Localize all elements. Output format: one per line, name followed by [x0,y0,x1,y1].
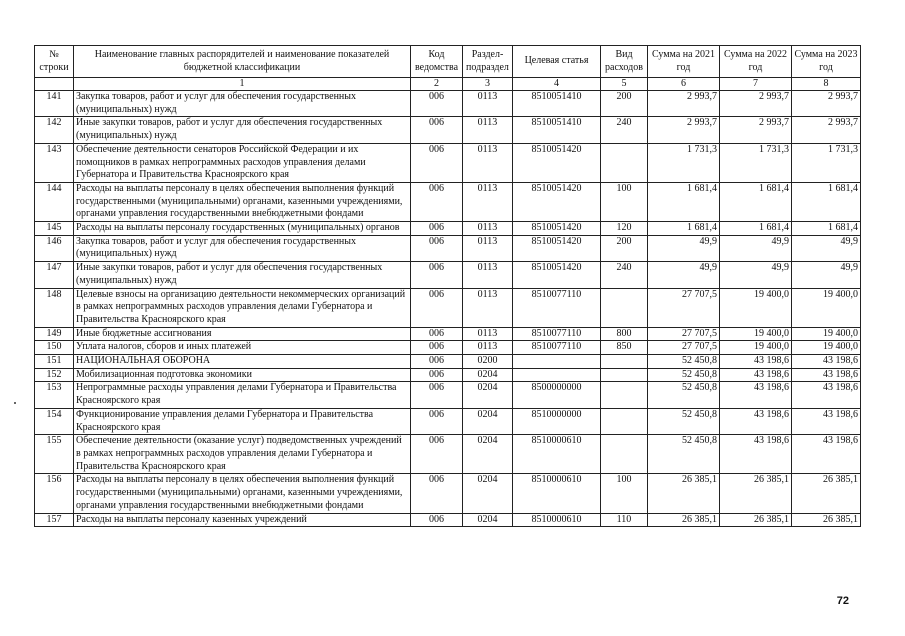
row-target-article: 8510051410 [513,117,601,143]
row-ministry-code: 006 [411,222,463,236]
row-target-article: 8510077110 [513,327,601,341]
row-ministry-code: 006 [411,368,463,382]
row-sum-2022: 1 681,4 [720,182,792,221]
row-sum-2022: 1 681,4 [720,222,792,236]
table-row [35,327,861,341]
row-expense-type [601,382,648,408]
row-sum-2022: 26 385,1 [720,513,792,527]
column-number: 2 [411,78,463,91]
row-ministry-code: 006 [411,91,463,117]
row-sum-2022: 26 385,1 [720,474,792,513]
row-section: 0204 [463,513,513,527]
row-target-article [513,355,601,369]
row-sum-2023: 1 731,3 [792,143,861,182]
row-sum-2021: 1 681,4 [648,222,720,236]
row-target-article: 8510051420 [513,235,601,261]
row-target-article: 8510051420 [513,143,601,182]
row-target-article: 8510000610 [513,474,601,513]
row-number: 146 [35,235,74,261]
row-section: 0204 [463,474,513,513]
row-sum-2022: 43 198,6 [720,355,792,369]
row-number: 154 [35,408,74,434]
row-section: 0204 [463,382,513,408]
row-expense-type [601,368,648,382]
row-sum-2022: 43 198,6 [720,382,792,408]
row-expense-type [601,408,648,434]
col-header-row-number: № строки [35,46,74,78]
row-sum-2021: 2 993,7 [648,117,720,143]
column-number: 5 [601,78,648,91]
col-header-expense-type: Вид расходов [601,46,648,78]
row-sum-2021: 27 707,5 [648,288,720,327]
row-ministry-code: 006 [411,143,463,182]
row-sum-2022: 1 731,3 [720,143,792,182]
row-section: 0113 [463,327,513,341]
row-number: 148 [35,288,74,327]
scan-mark [14,402,16,404]
row-sum-2021: 26 385,1 [648,474,720,513]
row-ministry-code: 006 [411,327,463,341]
row-name: Расходы на выплаты персоналу казенных учреждений [74,513,411,527]
row-name: Функционирование управления делами Губернатора и Правительства Красноярского края [74,408,411,434]
row-sum-2023: 1 681,4 [792,222,861,236]
row-target-article: 8510051420 [513,182,601,221]
row-sum-2023: 43 198,6 [792,368,861,382]
row-sum-2021: 52 450,8 [648,355,720,369]
row-sum-2023: 26 385,1 [792,474,861,513]
page-number: 72 [836,595,849,607]
row-sum-2023: 19 400,0 [792,341,861,355]
row-ministry-code: 006 [411,474,463,513]
col-header-ministry-code: Код ведомства [411,46,463,78]
row-expense-type: 800 [601,327,648,341]
row-sum-2023: 49,9 [792,262,861,288]
row-sum-2023: 2 993,7 [792,117,861,143]
column-number-row [35,78,861,91]
row-number: 151 [35,355,74,369]
row-number: 145 [35,222,74,236]
row-target-article: 8510000610 [513,513,601,527]
row-name: Расходы на выплаты персоналу в целях обеспечения выполнения функций государственными (муниципальными) органами, казенными учреждениями, органами управления государственными внебюджетными фондами [74,474,411,513]
row-section: 0113 [463,341,513,355]
table-row [35,513,861,527]
row-name: Закупка товаров, работ и услуг для обеспечения государственных (муниципальных) нужд [74,91,411,117]
row-target-article: 8510000000 [513,408,601,434]
row-target-article: 8510077110 [513,341,601,355]
col-header-sum-2022: Сумма на 2022 год [720,46,792,78]
row-name: НАЦИОНАЛЬНАЯ ОБОРОНА [74,355,411,369]
row-sum-2021: 26 385,1 [648,513,720,527]
row-expense-type: 100 [601,182,648,221]
row-ministry-code: 006 [411,513,463,527]
column-number: 4 [513,78,601,91]
row-sum-2022: 2 993,7 [720,91,792,117]
row-ministry-code: 006 [411,435,463,474]
row-name: Обеспечение деятельности (оказание услуг) подведомственных учреждений в рамках непрограммных расходов управления делами Губернатора и Правительства Красноярского края [74,435,411,474]
row-sum-2022: 49,9 [720,235,792,261]
column-number-empty [35,78,74,91]
column-number: 6 [648,78,720,91]
row-sum-2022: 2 993,7 [720,117,792,143]
row-name: Обеспечение деятельности сенаторов Российской Федерации и их помощников в рамках непрограммных расходов управления делами Губернатора и Правительства Красноярского края [74,143,411,182]
row-expense-type: 200 [601,235,648,261]
row-sum-2023: 43 198,6 [792,355,861,369]
row-expense-type: 240 [601,262,648,288]
row-target-article: 8500000000 [513,382,601,408]
col-header-sum-2021: Сумма на 2021 год [648,46,720,78]
table-row [35,474,861,513]
row-name: Расходы на выплаты персоналу в целях обеспечения выполнения функций государственными (муниципальными) органами, казенными учреждениями, органами управления государственными внебюджетными фондами [74,182,411,221]
row-sum-2023: 49,9 [792,235,861,261]
row-sum-2022: 43 198,6 [720,408,792,434]
row-section: 0113 [463,143,513,182]
row-target-article: 8510077110 [513,288,601,327]
row-expense-type: 240 [601,117,648,143]
row-sum-2023: 43 198,6 [792,435,861,474]
row-number: 149 [35,327,74,341]
row-sum-2021: 27 707,5 [648,327,720,341]
row-expense-type: 100 [601,474,648,513]
row-number: 155 [35,435,74,474]
row-number: 144 [35,182,74,221]
row-sum-2021: 52 450,8 [648,435,720,474]
row-expense-type [601,288,648,327]
table-row [35,143,861,182]
row-name: Иные закупки товаров, работ и услуг для обеспечения государственных (муниципальных) нужд [74,117,411,143]
row-section: 0113 [463,262,513,288]
row-expense-type [601,143,648,182]
table-body [35,91,861,527]
row-sum-2021: 27 707,5 [648,341,720,355]
row-section: 0113 [463,117,513,143]
row-ministry-code: 006 [411,355,463,369]
table-row [35,341,861,355]
row-number: 157 [35,513,74,527]
table-row [35,91,861,117]
row-ministry-code: 006 [411,262,463,288]
row-sum-2023: 2 993,7 [792,91,861,117]
row-expense-type: 850 [601,341,648,355]
row-section: 0113 [463,182,513,221]
col-header-name: Наименование главных распорядителей и наименование показателей бюджетной классификации [74,46,411,78]
row-number: 152 [35,368,74,382]
row-sum-2022: 43 198,6 [720,368,792,382]
row-sum-2021: 52 450,8 [648,408,720,434]
row-name: Иные бюджетные ассигнования [74,327,411,341]
row-number: 143 [35,143,74,182]
column-number: 1 [74,78,411,91]
row-name: Непрограммные расходы управления делами Губернатора и Правительства Красноярского края [74,382,411,408]
table-row [35,382,861,408]
row-number: 150 [35,341,74,355]
row-expense-type: 120 [601,222,648,236]
row-ministry-code: 006 [411,117,463,143]
row-sum-2023: 1 681,4 [792,182,861,221]
row-name: Иные закупки товаров, работ и услуг для обеспечения государственных (муниципальных) нужд [74,262,411,288]
row-sum-2021: 1 681,4 [648,182,720,221]
row-section: 0113 [463,235,513,261]
row-section: 0113 [463,288,513,327]
row-expense-type [601,435,648,474]
row-expense-type: 110 [601,513,648,527]
row-ministry-code: 006 [411,382,463,408]
table-row [35,435,861,474]
row-number: 142 [35,117,74,143]
row-sum-2021: 2 993,7 [648,91,720,117]
row-section: 0113 [463,222,513,236]
row-target-article: 8510051420 [513,262,601,288]
row-sum-2023: 19 400,0 [792,327,861,341]
row-sum-2023: 19 400,0 [792,288,861,327]
row-number: 147 [35,262,74,288]
col-header-section: Раздел-подраздел [463,46,513,78]
col-header-sum-2023: Сумма на 2023 год [792,46,861,78]
row-sum-2021: 49,9 [648,235,720,261]
row-sum-2022: 49,9 [720,262,792,288]
row-sum-2022: 19 400,0 [720,341,792,355]
row-section: 0200 [463,355,513,369]
table-row [35,222,861,236]
table-row [35,117,861,143]
column-number: 7 [720,78,792,91]
row-ministry-code: 006 [411,341,463,355]
column-number: 3 [463,78,513,91]
table-row [35,235,861,261]
table-row [35,408,861,434]
row-sum-2021: 1 731,3 [648,143,720,182]
row-name: Закупка товаров, работ и услуг для обеспечения государственных (муниципальных) нужд [74,235,411,261]
row-expense-type [601,355,648,369]
row-sum-2021: 49,9 [648,262,720,288]
row-number: 141 [35,91,74,117]
row-number: 153 [35,382,74,408]
row-section: 0204 [463,368,513,382]
row-sum-2022: 19 400,0 [720,288,792,327]
column-number: 8 [792,78,861,91]
row-ministry-code: 006 [411,235,463,261]
table-row [35,355,861,369]
col-header-target-article: Целевая статья [513,46,601,78]
budget-table [34,45,861,527]
table-row [35,368,861,382]
row-sum-2022: 19 400,0 [720,327,792,341]
row-sum-2023: 26 385,1 [792,513,861,527]
row-expense-type: 200 [601,91,648,117]
table-row [35,182,861,221]
row-sum-2021: 52 450,8 [648,368,720,382]
row-ministry-code: 006 [411,182,463,221]
table-row [35,262,861,288]
row-name: Расходы на выплаты персоналу государственных (муниципальных) органов [74,222,411,236]
row-section: 0204 [463,435,513,474]
header-row [35,46,861,78]
row-target-article: 8510051410 [513,91,601,117]
row-ministry-code: 006 [411,288,463,327]
table-row [35,288,861,327]
row-sum-2023: 43 198,6 [792,408,861,434]
row-sum-2021: 52 450,8 [648,382,720,408]
row-sum-2023: 43 198,6 [792,382,861,408]
row-target-article: 8510000610 [513,435,601,474]
row-target-article [513,368,601,382]
row-name: Уплата налогов, сборов и иных платежей [74,341,411,355]
row-target-article: 8510051420 [513,222,601,236]
row-sum-2022: 43 198,6 [720,435,792,474]
row-number: 156 [35,474,74,513]
row-name: Целевые взносы на организацию деятельности некоммерческих организаций в рамках непрограммных расходов управления делами Губернатора и Правительства Красноярского края [74,288,411,327]
budget-table-container [34,45,861,527]
row-ministry-code: 006 [411,408,463,434]
row-section: 0113 [463,91,513,117]
row-section: 0204 [463,408,513,434]
row-name: Мобилизационная подготовка экономики [74,368,411,382]
